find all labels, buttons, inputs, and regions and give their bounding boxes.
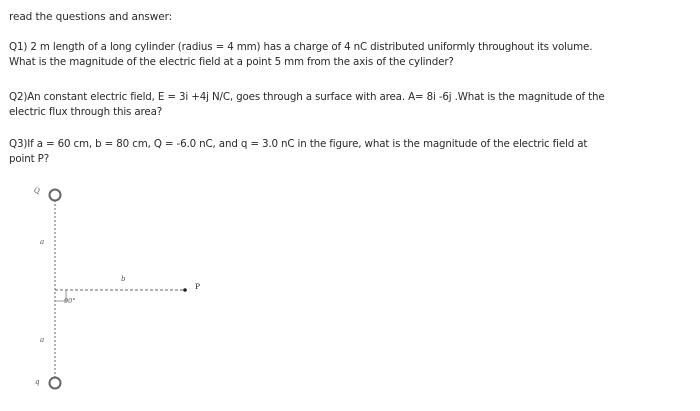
question-1	[9, 40, 693, 70]
question-2	[9, 90, 693, 120]
label-a-top: a	[40, 238, 45, 246]
label-b: b	[121, 275, 126, 283]
charge-Q-circle	[50, 190, 61, 201]
question-3-line-2: point P?	[9, 153, 50, 165]
label-angle: 90°	[64, 297, 76, 305]
question-3-line-1: Q3)If a = 60 cm, b = 80 cm, Q = -6.0 nC, and q = 3.0 nC in the figure, what is the magnitude of the electric field at	[9, 138, 588, 150]
question-2-line-2: electric flux through this area?	[9, 106, 163, 118]
label-Q: Q	[34, 187, 40, 195]
label-P: P	[195, 282, 201, 291]
instructions: read the questions and answer:	[9, 11, 173, 23]
charge-figure	[28, 176, 228, 401]
label-q: q	[35, 378, 40, 386]
point-P-dot	[183, 288, 187, 292]
label-a-bottom: a	[40, 336, 45, 344]
question-2-line-1: Q2)An constant electric field, E = 3i +4j N/C, goes through a surface with area. A= 8i -6j .What is the magnitude of the	[9, 91, 605, 103]
charge-q-circle	[50, 378, 61, 389]
question-1-line-2: What is the magnitude of the electric field at a point 5 mm from the axis of the cylinder?	[9, 56, 454, 68]
question-3	[9, 137, 693, 167]
question-1-line-1: Q1) 2 m length of a long cylinder (radius = 4 mm) has a charge of 4 nC distributed uniformly throughout its volume.	[9, 41, 593, 53]
